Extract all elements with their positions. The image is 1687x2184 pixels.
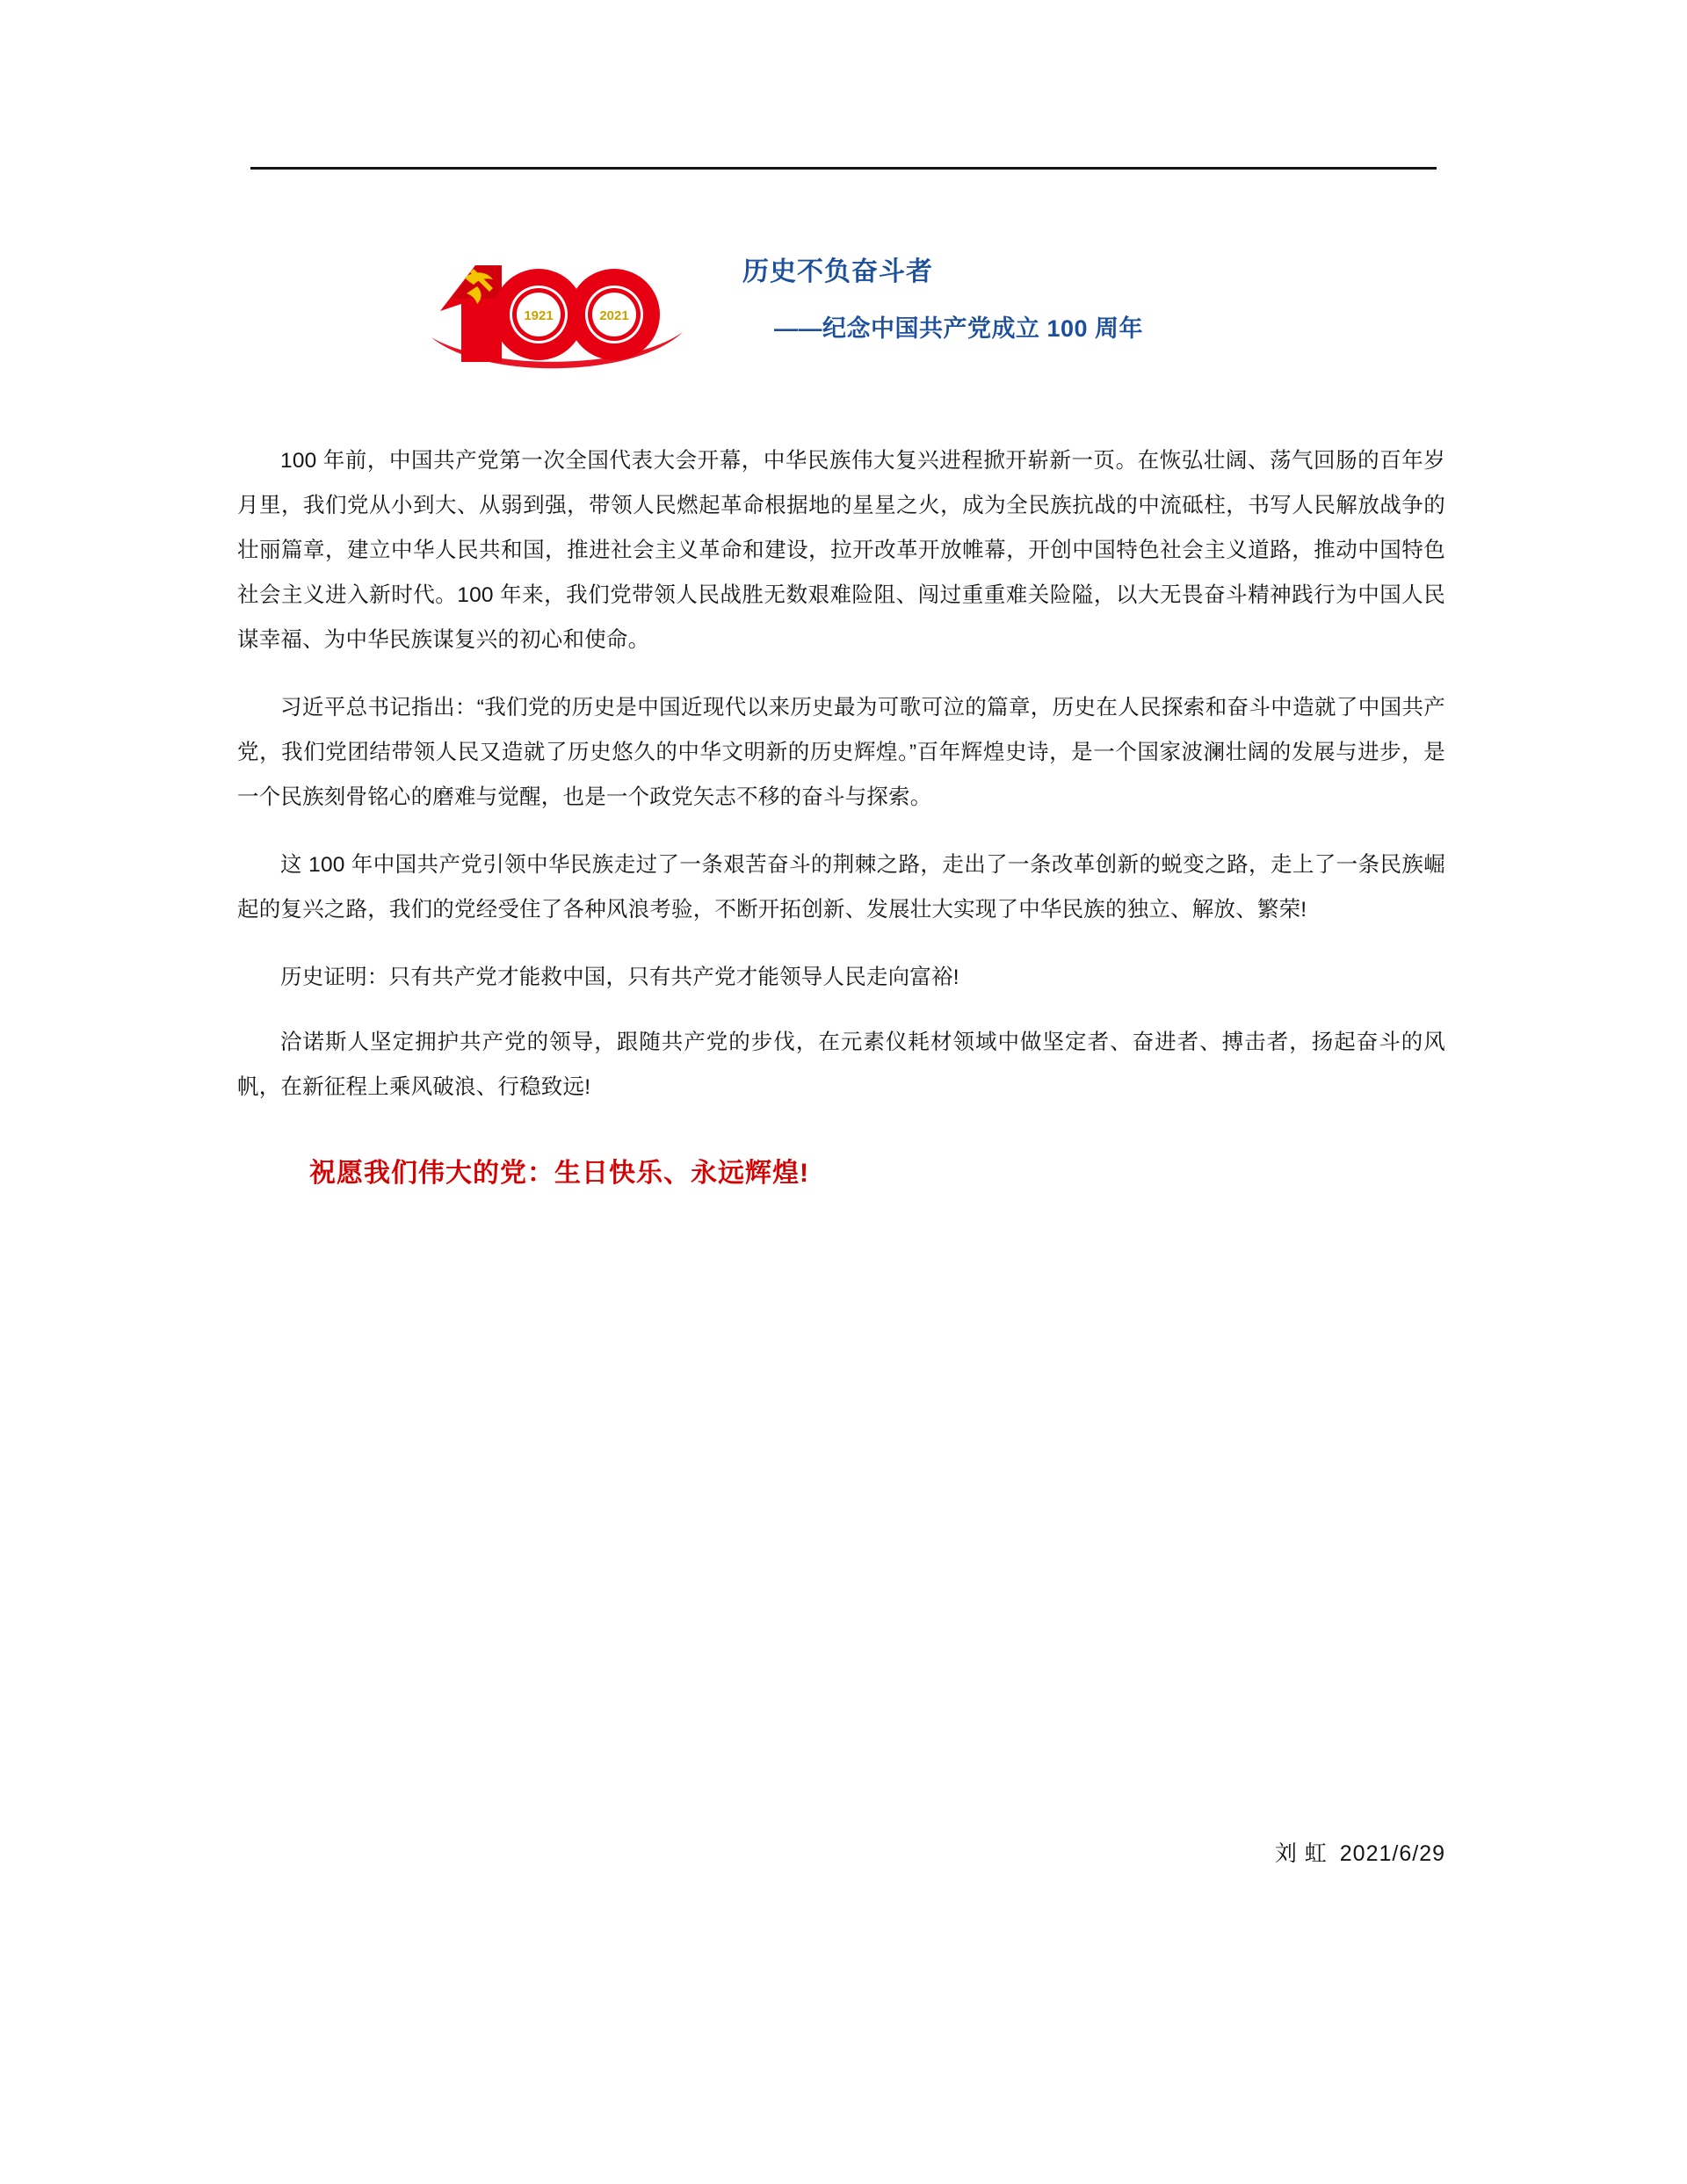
paragraph-2: 习近平总书记指出：“我们党的历史是中国近现代以来历史最为可歌可泣的篇章，历史在人民探索和奋斗中造就了中国共产党，我们党团结带领人民又造就了历史悠久的中华文明新的历史辉煌。”百年辉煌史诗，是一个国家波澜壮阔的发展与进步，是一个民族刻骨铭心的磨难与觉醒，也是一个政党矢志不移的奋斗与探索。	[237, 695, 1445, 809]
paragraph-5: 洽诺斯人坚定拥护共产党的领导，跟随共产党的步伐，在元素仪耗材领域中做坚定者、奋进者、搏击者，扬起奋斗的风帆，在新征程上乘风破浪、行稳致远!	[237, 1031, 1445, 1100]
logo-year-left: 1921	[524, 308, 554, 323]
document-body	[237, 439, 1445, 1190]
closing-slogan: 祝愿我们伟大的党：生日快乐、永远辉煌!	[309, 1159, 809, 1189]
cpc-100-anniversary-emblem	[426, 246, 690, 378]
signature-date: 2021/6/29	[1339, 1841, 1445, 1866]
page-subtitle: ——纪念中国共产党成立 100 周年	[774, 315, 1144, 342]
paragraph-4: 历史证明：只有共产党才能救中国，只有共产党才能领导人民走向富裕!	[280, 965, 959, 989]
paragraph-1: 100 年前，中国共产党第一次全国代表大会开幕，中华民族伟大复兴进程掀开崭新一页。在恢弘壮阔、荡气回肠的百年岁月里，我们党从小到大、从弱到强，带领人民燃起革命根据地的星星之火，成为全民族抗战的中流砥柱，书写人民解放战争的壮丽篇章，建立中华人民共和国，推进社会主义革命和建设，拉开改革开放帷幕，开创中国特色社会主义道路，推动中国特色社会主义进入新时代。100 年来，我们党带领人民战胜无数艰难险阻、闯过重重难关险隘，以大无畏奋斗精神践行为中国人民谋幸福、为中华民族谋复兴的初心和使命。	[237, 449, 1446, 652]
paragraph-3: 这 100 年中国共产党引领中华民族走过了一条艰苦奋斗的荆棘之路，走出了一条改革创新的蜕变之路，走上了一条民族崛起的复兴之路，我们的党经受住了各种风浪考验，不断开拓创新、发展壮大实现了中华民族的独立、解放、繁荣!	[237, 852, 1445, 922]
document-header	[250, 237, 1437, 395]
page-title: 历史不负奋斗者	[742, 257, 933, 286]
header-divider-rule	[250, 167, 1437, 170]
title-block	[742, 255, 1410, 344]
logo-year-right: 2021	[599, 308, 629, 323]
signature-author: 刘 虹	[1274, 1841, 1328, 1866]
signature-line	[237, 1836, 1445, 1868]
